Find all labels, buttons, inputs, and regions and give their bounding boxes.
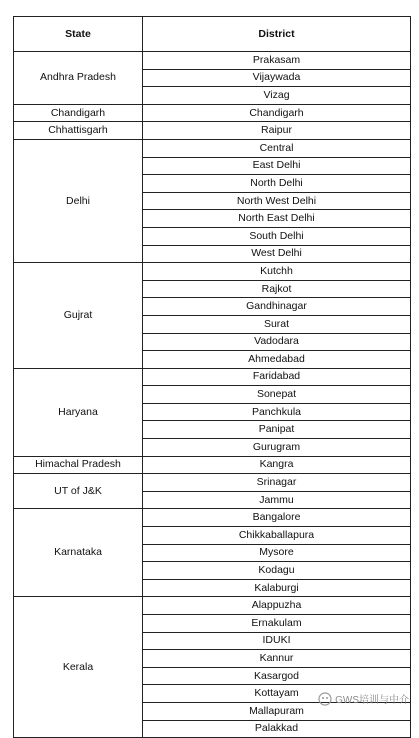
watermark-text: GWS培训与中介 xyxy=(335,695,409,706)
district-cell: Kutchh xyxy=(143,263,411,281)
district-cell: Vadodara xyxy=(143,333,411,351)
district-cell: Mallapuram xyxy=(143,702,411,720)
state-cell: Himachal Pradesh xyxy=(14,456,143,474)
watermark xyxy=(318,691,409,706)
district-cell: Srinagar xyxy=(143,474,411,492)
table-row xyxy=(14,52,411,70)
district-column-header: District xyxy=(143,17,411,52)
state-cell: Kerala xyxy=(14,597,143,738)
district-cell: Chandigarh xyxy=(143,104,411,122)
district-cell: Prakasam xyxy=(143,52,411,70)
table-row xyxy=(14,456,411,474)
district-cell: IDUKI xyxy=(143,632,411,650)
district-cell: Vizag xyxy=(143,87,411,105)
district-cell: Kottayam xyxy=(143,685,411,703)
district-cell: Kangra xyxy=(143,456,411,474)
district-cell: Chikkaballapura xyxy=(143,527,411,545)
district-cell: Faridabad xyxy=(143,368,411,386)
state-cell: UT of J&K xyxy=(14,474,143,509)
table-row xyxy=(14,122,411,140)
state-cell: Karnataka xyxy=(14,509,143,597)
district-cell: Surat xyxy=(143,315,411,333)
wechat-logo-icon xyxy=(318,692,332,706)
district-cell: North West Delhi xyxy=(143,192,411,210)
district-cell: Bangalore xyxy=(143,509,411,527)
header-row xyxy=(14,17,411,52)
district-cell: West Delhi xyxy=(143,245,411,263)
table-row xyxy=(14,368,411,386)
district-cell: Central xyxy=(143,139,411,157)
district-cell: Vijaywada xyxy=(143,69,411,87)
state-cell: Andhra Pradesh xyxy=(14,52,143,105)
district-cell: Kodagu xyxy=(143,562,411,580)
district-cell: Rajkot xyxy=(143,280,411,298)
table-row xyxy=(14,263,411,281)
district-cell: North East Delhi xyxy=(143,210,411,228)
state-cell: Chhattisgarh xyxy=(14,122,143,140)
district-cell: Palakkad xyxy=(143,720,411,738)
district-cell: Alappuzha xyxy=(143,597,411,615)
state-cell: Delhi xyxy=(14,139,143,262)
state-cell: Haryana xyxy=(14,368,143,456)
table-row xyxy=(14,104,411,122)
district-cell: Gandhinagar xyxy=(143,298,411,316)
district-cell: Kannur xyxy=(143,650,411,668)
district-cell: Mysore xyxy=(143,544,411,562)
table-row xyxy=(14,139,411,157)
district-cell: Kalaburgi xyxy=(143,579,411,597)
district-cell: South Delhi xyxy=(143,227,411,245)
table-row xyxy=(14,509,411,527)
district-table xyxy=(13,16,411,738)
district-cell: Sonepat xyxy=(143,386,411,404)
state-column-header: State xyxy=(14,17,143,52)
district-cell: Panipat xyxy=(143,421,411,439)
state-cell: Gujrat xyxy=(14,263,143,369)
district-cell: Kasargod xyxy=(143,667,411,685)
state-cell: Chandigarh xyxy=(14,104,143,122)
district-cell: East Delhi xyxy=(143,157,411,175)
table-body xyxy=(14,52,411,738)
district-cell: Panchkula xyxy=(143,403,411,421)
table-row xyxy=(14,474,411,492)
district-cell: Raipur xyxy=(143,122,411,140)
district-cell: Jammu xyxy=(143,491,411,509)
district-cell: Ahmedabad xyxy=(143,351,411,369)
district-cell: North Delhi xyxy=(143,175,411,193)
table-row xyxy=(14,597,411,615)
district-cell: Ernakulam xyxy=(143,615,411,633)
district-cell: Gurugram xyxy=(143,439,411,457)
